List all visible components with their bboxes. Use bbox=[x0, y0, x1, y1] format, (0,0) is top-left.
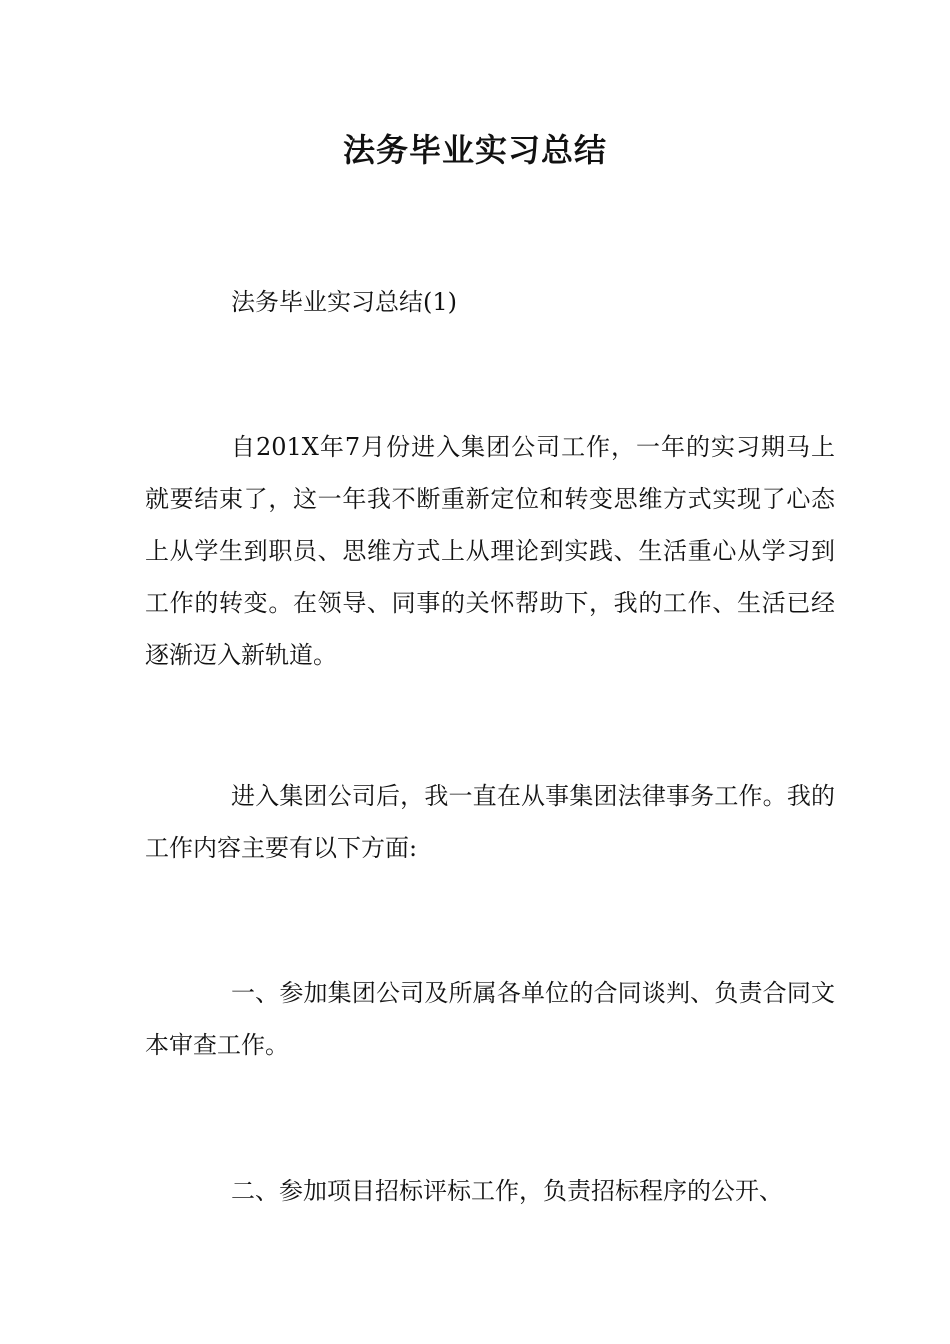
paragraph-intro: 自201X年7月份进入集团公司工作，一年的实习期马上就要结束了，这一年我不断重新定位和转变思维方式实现了心态上从学生到职员、思维方式上从理论到实践、生活重心从学习到工作的转变。在领导、同事的关怀帮助下，我的工作、生活已经逐渐迈入新轨道。 bbox=[145, 433, 835, 669]
paragraph-item-two: 二、参加项目招标评标工作，负责招标程序的公开、 bbox=[231, 1177, 783, 1205]
paragraph-work-content: 进入集团公司后，我一直在从事集团法律事务工作。我的工作内容主要有以下方面: bbox=[145, 782, 835, 862]
document-title: 法务毕业实习总结 bbox=[342, 131, 607, 169]
paragraph-item-one: 一、参加集团公司及所属各单位的合同谈判、负责合同文本审查工作。 bbox=[145, 979, 835, 1059]
section-heading: 法务毕业实习总结(1) bbox=[231, 288, 457, 316]
